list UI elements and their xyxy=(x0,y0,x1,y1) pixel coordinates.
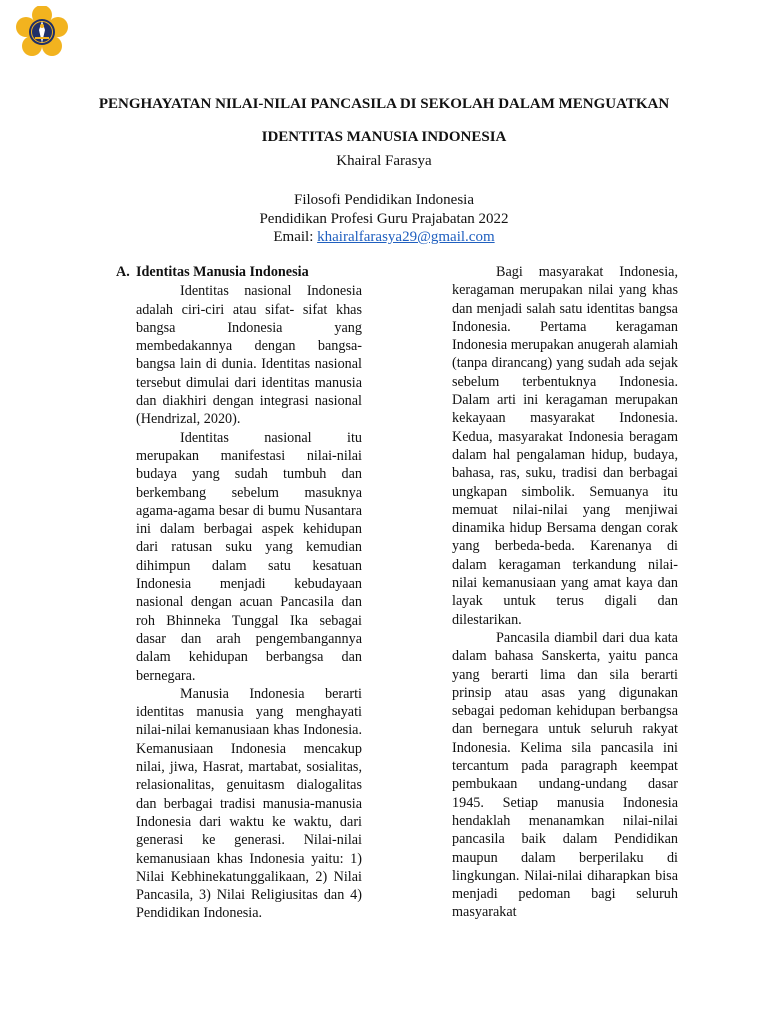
email-line xyxy=(0,228,768,247)
author-name: Khairal Farasya xyxy=(336,153,432,169)
university-seal-icon xyxy=(16,6,68,58)
section-title: Identitas Manusia Indonesia xyxy=(136,264,309,280)
paper-title xyxy=(40,88,728,154)
right-column xyxy=(452,263,678,922)
email-label: Email: xyxy=(273,229,318,245)
email-link[interactable]: khairalfarasya29@gmail.com xyxy=(317,229,495,245)
paragraph: Manusia Indonesia berarti identitas manusia yang menghayati nilai-nilai kemanusiaan khas Indonesia. Kemanusiaan Indonesia mencakup nilai, jiwa, Hasrat, martabat, sosialitas, relasionalitas, genuitasm dialogalitas dan berbagai tradisi manusia-manusia Indonesia dari waktu ke waktu, dari generasi ke generasi. Nilai-nilai kemanusiaan khas Indonesia yaitu: 1) Nilai Kebhinekatunggalikaan, 2) Nilai Pancasila, 3) Nilai Religiusitas dan 4) Pendidikan Indonesia. xyxy=(136,685,362,922)
paragraph: Identitas nasional itu merupakan manifestasi nilai-nilai budaya yang sudah tumbuh dan berkembang sebelum masuknya agama-agama besar di bumu Nusantara ini dalam berbagai aspek kehidupan dari ratusan suku yang kemudian dihimpun dalam satu kesatuan Indonesia menjadi kebudayaan nasional dengan acuan Pancasila dan roh Bhinneka Tunggal Ika sebagai dasar dan arah pengembangannya dalam kehidupan berbangsa dan bernegara. xyxy=(136,429,362,684)
paragraph: Pancasila diambil dari dua kata dalam bahasa Sanskerta, yaitu panca yang berarti lima dan sila berarti prinsip atau asas yang digunakan sebagai pedoman kehidupan berbangsa dan bernegara untuk seluruh rakyat Indonesia. Kelima sila pancasila ini tercantum pada paragraph keempat pembukaan undang-undang dasar 1945. Setiap manusia Indonesia hendaklah menanamkan nilai-nilai pancasila baik dalam Pendidikan maupun dalam berperilaku di lingkungan. Nilai-nilai diharapkan bisa menjadi pedoman bagi seluruh masyarakat xyxy=(452,629,678,921)
left-column xyxy=(116,263,362,923)
title-line-1: PENGHAYATAN NILAI-NILAI PANCASILA DI SEKOLAH DALAM MENGUATKAN xyxy=(98,96,670,112)
paragraph: Identitas nasional Indonesia adalah ciri-ciri atau sifat- sifat khas bangsa Indonesia yang membedakannya dengan bangsa-bangsa lain di dunia. Identitas nasional tersebut dimulai dari identitas manusia dan diakhiri dengan integrasi nasional (Hendrizal, 2020). xyxy=(136,283,362,428)
program-name: Pendidikan Profesi Guru Prajabatan 2022 xyxy=(259,210,509,227)
affiliation-block xyxy=(0,191,768,247)
section-heading xyxy=(116,263,362,281)
section-number: A. xyxy=(116,264,130,280)
course-name: Filosofi Pendidikan Indonesia xyxy=(294,192,474,208)
title-line-2: IDENTITAS MANUSIA INDONESIA xyxy=(261,129,507,145)
paragraph: Bagi masyarakat Indonesia, keragaman merupakan nilai yang khas dan menjadi salah satu identitas bangsa Indonesia. Pertama keragaman Indonesia merupakan anugerah alamiah (tanpa dirancang) yang sudah ada sejak sebelum terbentuknya Indonesia. Dalam arti ini keragaman merupakan kekayaan masyarakat Indonesia. Kedua, masyarakat Indonesia beragam dalam hal pengalaman hidup, budaya, bahasa, ras, suku, tradisi dan berbagai ungkapan simbolik. Semuanya itu memuat nilai-nilai yang menjiwai dinamika hidup Bersama dengan corak yang berbeda-beda. Karenanya di dalam keragaman terkandung nilai-nilai kemanusiaan yang amat kaya dan layak untuk terus digali dan dilestarikan. xyxy=(452,264,678,628)
